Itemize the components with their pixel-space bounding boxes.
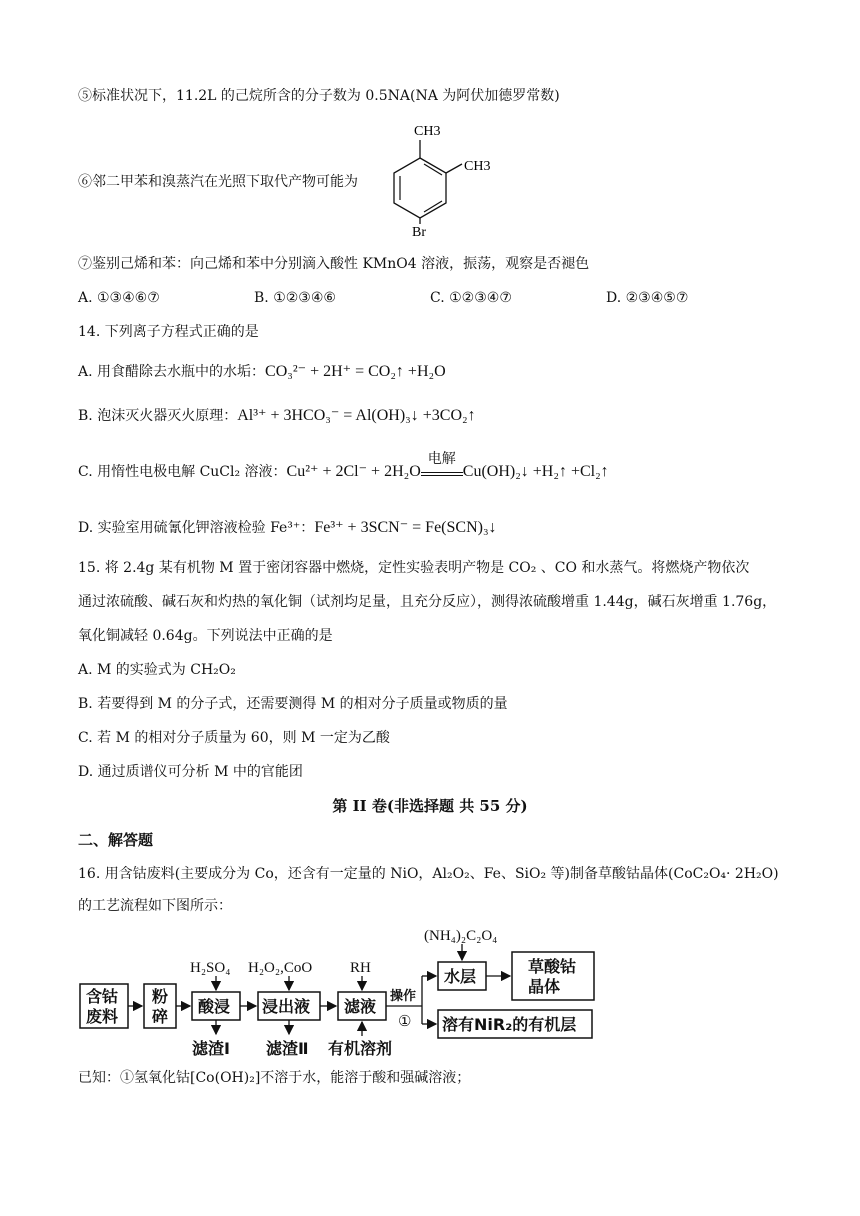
flow-input-rh: RH xyxy=(350,960,371,976)
q16-line1: 16. 用含钴废料(主要成分为 Co，还含有一定量的 NiO，Al₂O₂、Fe、SiO₂ 等)制备草酸钴晶体(CoC₂O₄· 2H₂O) xyxy=(78,866,779,882)
q13-item5: ⑤标准状况下，11.2L 的己烷所含的分子数为 0.5NA(NA 为阿伏加德罗常数) xyxy=(78,88,560,104)
flow-operation-label: 操作 xyxy=(390,989,417,1004)
flow-box1-line2: 废料 xyxy=(86,1007,119,1026)
flow-box1-line1: 含钴 xyxy=(86,987,119,1006)
process-flow-diagram xyxy=(78,922,798,1062)
q14-b-equation: Al³⁺ + 3HCO₃⁻ = Al(OH)₃↓ +3CO₂↑ xyxy=(237,407,476,424)
q14-stem: 14. 下列离子方程式正确的是 xyxy=(78,324,259,340)
flow-output-residue-2: 滤渣Ⅱ xyxy=(266,1039,309,1058)
q14-c-label: C. 用惰性电极电解 CuCl₂ 溶液： xyxy=(78,464,287,480)
flow-input-h2so4: H₂SO₄ xyxy=(190,960,231,976)
q15-option-d: D. 通过质谱仪可分析 M 中的官能团 xyxy=(78,764,303,780)
q14-b-label: B. 泡沫灭火器灭火原理： xyxy=(78,408,238,424)
flow-box7-line2: 晶体 xyxy=(528,977,561,996)
ch3-label-top: CH3 xyxy=(414,124,441,139)
q14-option-c xyxy=(78,451,609,482)
q14-a-label: A. 用食醋除去水瓶中的水垢： xyxy=(78,364,266,380)
q14-d-label: D. 实验室用硫氰化钾溶液检验 Fe³⁺： xyxy=(78,520,315,536)
q14-c-condition-arrow xyxy=(421,451,463,476)
q15-option-b: B. 若要得到 M 的分子式，还需要测得 M 的相对分子质量或物质的量 xyxy=(78,696,508,712)
q16-line2: 的工艺流程如下图所示： xyxy=(78,898,232,914)
q15-line2: 通过浓硫酸、碱石灰和灼热的氧化铜（试剂均足量，且充分反应），测得浓硫酸增重 1.44g，碱石灰增重 1.76g， xyxy=(78,594,777,610)
flow-output-residue-1: 滤渣Ⅰ xyxy=(192,1039,230,1058)
ch3-label-right: CH3 xyxy=(464,159,491,174)
flow-box5: 滤液 xyxy=(344,997,377,1016)
flow-box2-line2: 碎 xyxy=(152,1007,169,1026)
flow-box7-line1: 草酸钴 xyxy=(528,957,577,976)
section-title: 第 II 卷(非选择题 共 55 分) xyxy=(332,797,528,815)
flow-input-ammonium-oxalate: (NH₄)₂C₂O₄ xyxy=(424,928,498,944)
flow-box6: 水层 xyxy=(444,967,477,986)
q15-line1: 15. 将 2.4g 某有机物 M 置于密闭容器中燃烧，定性实验表明产物是 CO₂ 、CO 和水蒸气。将燃烧产物依次 xyxy=(78,560,750,576)
q15-option-a: A. M 的实验式为 CH₂O₂ xyxy=(78,662,236,678)
q13-item7: ⑦鉴别己烯和苯：向己烯和苯中分别滴入酸性 KMnO4 溶液，振荡，观察是否褪色 xyxy=(78,256,590,272)
q15-option-c: C. 若 M 的相对分子质量为 60，则 M 一定为乙酸 xyxy=(78,730,390,746)
q13-item6: ⑥邻二甲苯和溴蒸汽在光照下取代产物可能为 xyxy=(78,174,358,190)
flow-box2-line1: 粉 xyxy=(152,987,169,1006)
flow-output-organic-solvent: 有机溶剂 xyxy=(328,1039,393,1058)
q13-option-a: A. ①③④⑥⑦ xyxy=(78,290,160,306)
q13-option-c: C. ①②③④⑦ xyxy=(430,290,512,306)
q14-option-b xyxy=(78,406,476,426)
section-subtitle: 二、解答题 xyxy=(78,831,154,849)
q14-a-equation: CO₃²⁻ + 2H⁺ = CO₂↑ +H₂O xyxy=(265,363,446,380)
q15-line3: 氧化铜减轻 0.64g。下列说法中正确的是 xyxy=(78,628,333,644)
q16-known: 已知：①氢氧化钴[Co(OH)₂]不溶于水，能溶于酸和强碱溶液； xyxy=(78,1070,471,1086)
q13-option-b: B. ①②③④⑥ xyxy=(254,290,336,306)
q14-d-equation: Fe³⁺ + 3SCN⁻ = Fe(SCN)₃↓ xyxy=(314,519,497,536)
q14-option-a xyxy=(78,362,446,382)
q14-option-d xyxy=(78,518,497,538)
br-label: Br xyxy=(412,225,426,238)
flow-box8: 溶有NiR₂的有机层 xyxy=(442,1015,577,1034)
q13-option-d: D. ②③④⑤⑦ xyxy=(606,290,689,306)
flow-operation-number: ① xyxy=(398,1014,412,1030)
flow-input-h2o2-coo: H₂O₂,CoO xyxy=(248,960,313,976)
q14-c-equation-left: Cu²⁺ + 2Cl⁻ + 2H₂O xyxy=(286,463,421,480)
flow-box3: 酸浸 xyxy=(198,997,231,1016)
q14-c-equation-right: Cu(OH)₂↓ +H₂↑ +Cl₂↑ xyxy=(462,463,609,480)
bromo-xylene-structure xyxy=(380,118,510,238)
flow-box4: 浸出液 xyxy=(262,997,311,1016)
q14-c-condition: 电解 xyxy=(427,451,456,467)
